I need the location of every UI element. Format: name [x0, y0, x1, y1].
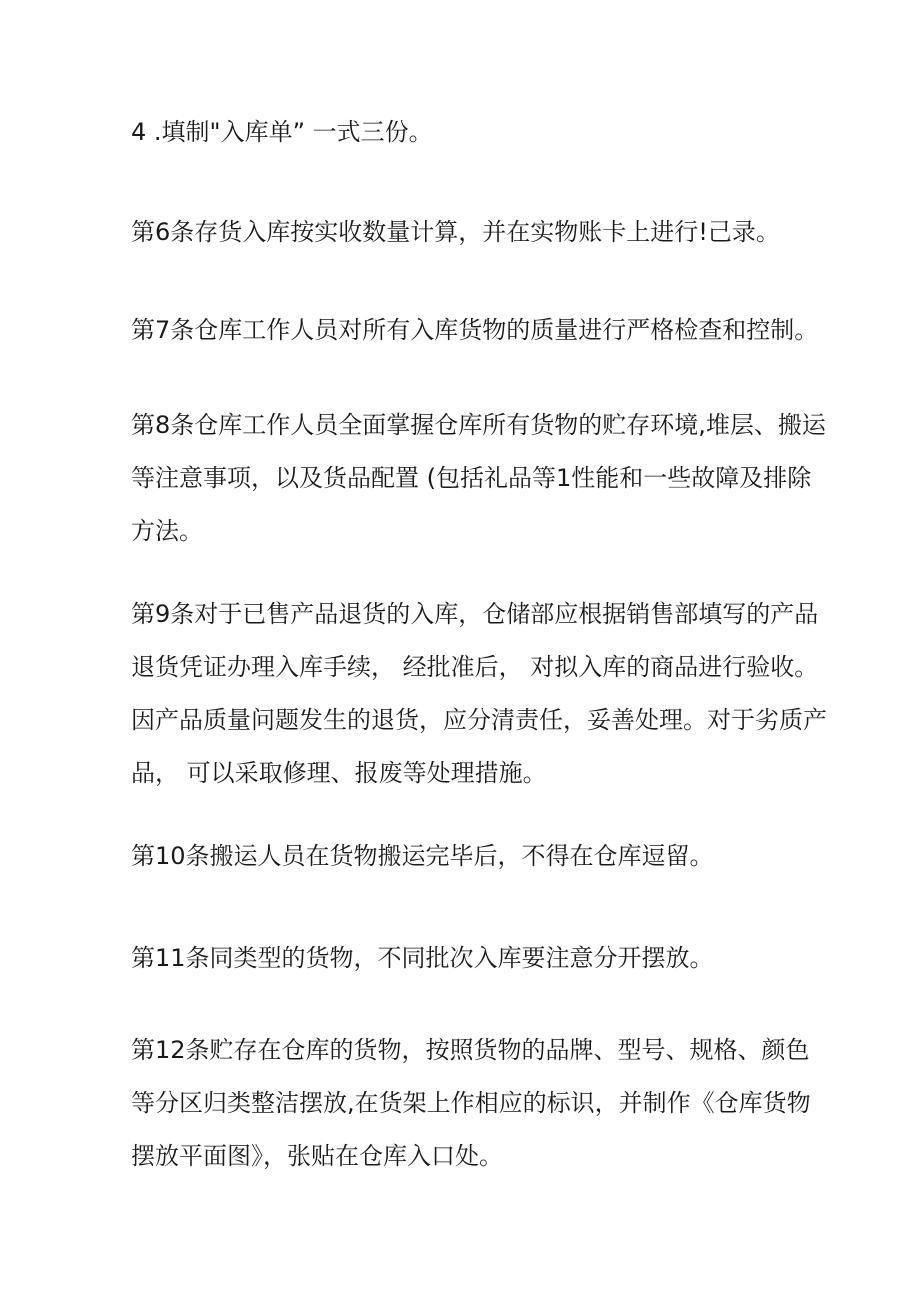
- paragraph-article-11: [131, 932, 801, 985]
- paragraph-line: 等分区归类整洁摆放,在货架上作相应的标识，并制作《仓库货物: [131, 1089, 811, 1117]
- paragraph-line: 第6条存货入库按实收数量计算，并在实物账卡上进行!己录。: [131, 218, 780, 246]
- paragraph-article-9: [131, 588, 827, 800]
- paragraph-line: 第10条搬运人员在货物搬运完毕后，不得在仓库逗留。: [131, 842, 714, 870]
- paragraph-article-12: [131, 1024, 811, 1183]
- paragraph-line: 第7条仓库工作人员对所有入库货物的质量进行严格检查和控制。: [131, 316, 819, 344]
- paragraph-line: 第9条对于已售产品退货的入库，仓储部应根据销售部填写的产品: [131, 600, 819, 628]
- paragraph-article-8: [131, 399, 826, 558]
- paragraph-item-4: [131, 106, 801, 159]
- paragraph-line: 第8条仓库工作人员全面掌握仓库所有货物的贮存环境,堆层、搬运: [131, 411, 826, 439]
- paragraph-line: 等注意事项，以及货品配置 (包括礼品等1性能和一些故障及排除: [131, 464, 812, 492]
- paragraph-line: 摆放平面图》，张贴在仓库入口处。: [131, 1142, 503, 1170]
- paragraph-line: 第11条同类型的货物，不同批次入库要注意分开摆放。: [131, 944, 714, 972]
- paragraph-line: 第12条贮存在仓库的货物，按照货物的品牌、型号、规格、颜色: [131, 1036, 810, 1064]
- paragraph-line: 方法。: [131, 517, 203, 545]
- paragraph-line: 因产品质量问题发生的退货，应分清责任，妥善处理。对于劣质产: [131, 706, 827, 734]
- paragraph-article-7: [131, 304, 819, 357]
- paragraph-line: 品， 可以采取修理、报废等处理措施。: [131, 759, 547, 787]
- paragraph-article-6: [131, 206, 801, 259]
- paragraph-line: 4 .填制"入库单” 一式三份。: [131, 118, 433, 146]
- paragraph-line: 退货凭证办理入库手续， 经批准后， 对拟入库的商品进行验收。: [131, 653, 819, 681]
- paragraph-article-10: [131, 830, 801, 883]
